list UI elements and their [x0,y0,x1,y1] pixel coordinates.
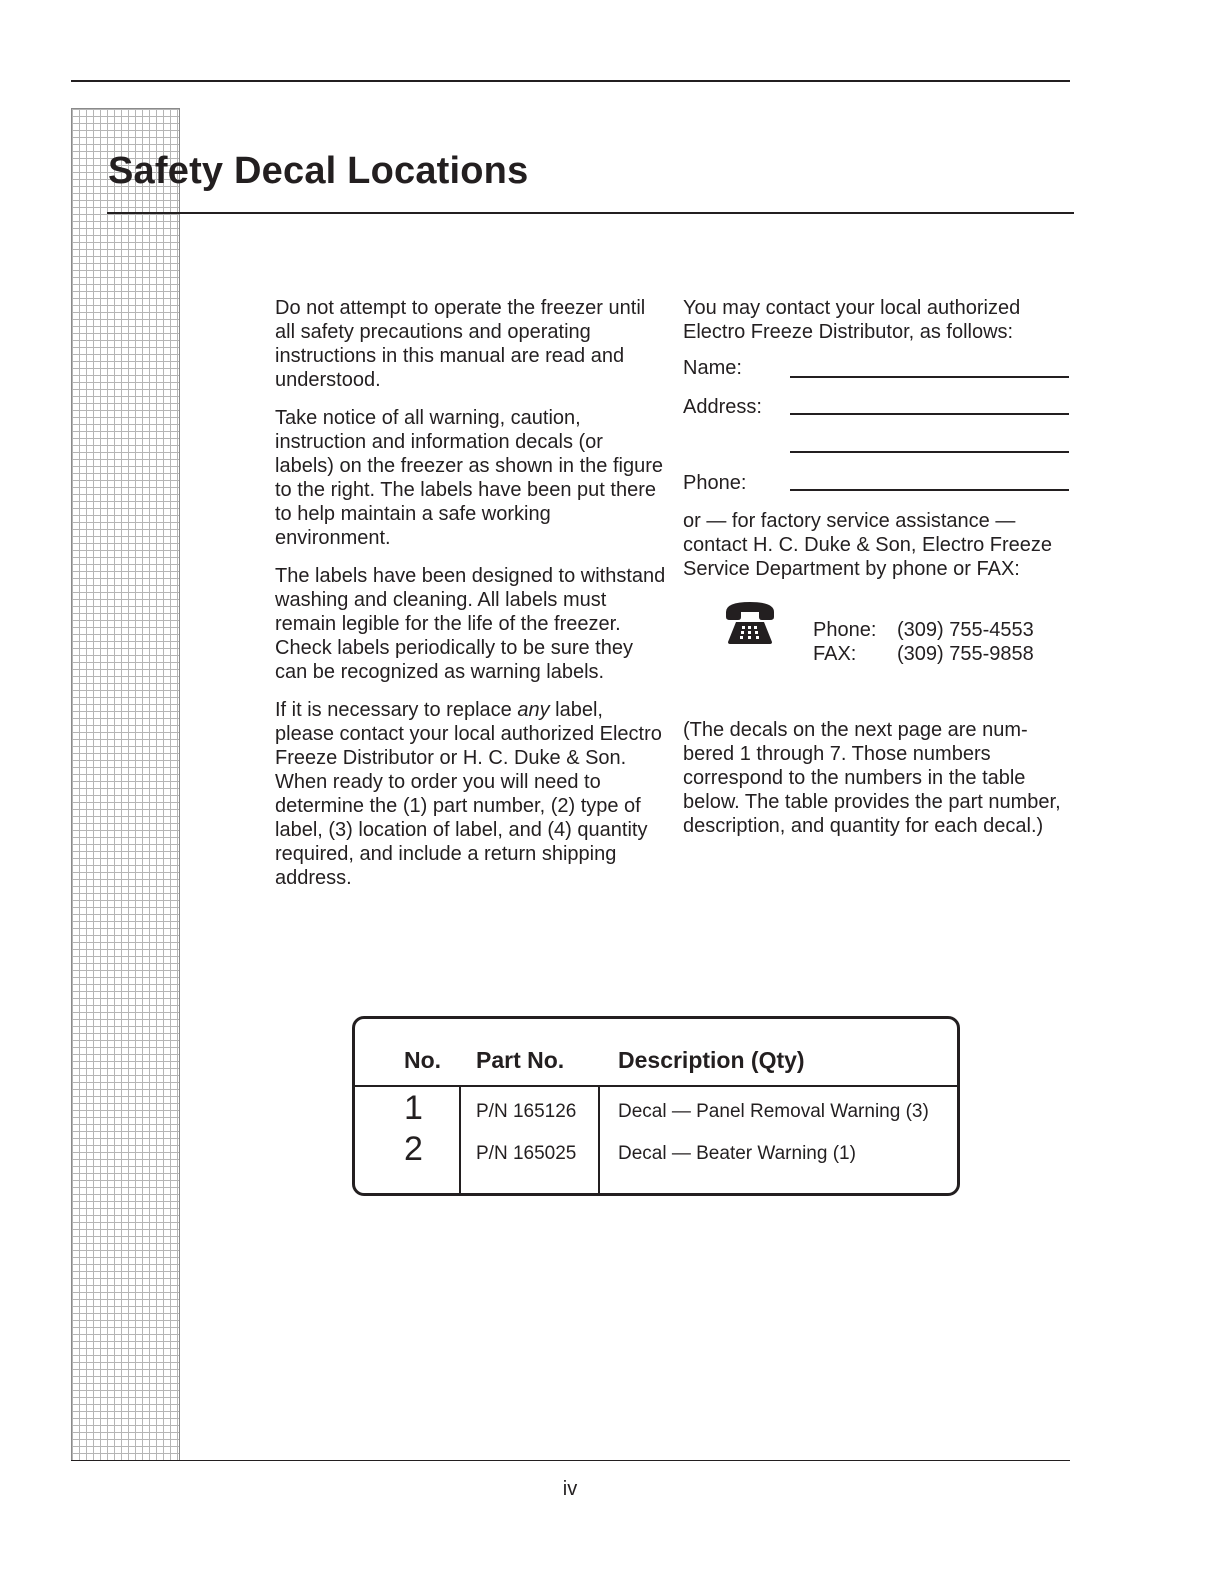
row-1-part-no: P/N 165126 [476,1101,577,1122]
header-description: Description (Qty) [618,1047,805,1073]
factory-phone-row [813,618,1034,642]
paragraph-operate: Do not attempt to operate the freezer until all safety precautions and operating instructions in this manual are read and understood. [275,297,646,391]
factory-contact-block [813,618,1034,666]
factory-phone-label: Phone: [813,619,877,641]
top-rule [71,80,1070,82]
row-1-description: Decal — Panel Removal Warning (3) [618,1101,929,1122]
phone-field [790,489,1069,491]
page-title: Safety Decal Locations [108,150,529,192]
grid-sidebar-strip [71,108,180,1461]
replace-text-before: If it is necessary to replace [275,699,518,721]
left-column [275,296,667,904]
row-1-no: 1 [404,1089,423,1127]
decal-note: (The decals on the next page are num-bered 1 through 7. Those numbers correspond to the numbers in the table below. The table provides the part number, description, and quantity for each decal.) [683,719,1061,837]
row-2-part-no: P/N 165025 [476,1143,577,1164]
name-label: Name: [683,357,742,379]
paragraph-designed: The labels have been designed to withstand washing and cleaning. All labels must remain legible for the life of the freezer. Check labels periodically to be sure they can be recognized as warning labels. [275,565,666,683]
name-field [790,376,1069,378]
row-2-description: Decal — Beater Warning (1) [618,1143,856,1164]
decal-table [352,1016,960,1196]
address-field-line-2 [790,451,1069,453]
factory-fax-value: (309) 755-9858 [897,643,1034,665]
replace-emphasis: any [517,699,550,721]
factory-service-text: or — for factory service assistance — contact H. C. Duke & Son, Electro Freeze Service Department by phone or FAX: [683,510,1053,580]
page-number: iv [562,1478,578,1500]
replace-text-after: label, please contact your local authorized Electro Freeze Distributor or H. C. Duke & Son. When ready to order you will need to determine the (1) part number, (2) type of label, (3) location of label, and (4) quantity required, and include a return shipping address. [275,699,662,889]
header-no: No. [404,1047,442,1073]
phone-label: Phone: [683,472,747,494]
address-label: Address: [683,396,762,418]
factory-fax-label: FAX: [813,643,857,665]
factory-fax-row [813,642,1034,666]
paragraph-replace [275,698,667,890]
address-field-line-1 [790,413,1069,415]
paragraph-contact-intro: You may contact your local authorized Electro Freeze Distributor, as follows: [683,297,1021,343]
row-2-no: 2 [404,1130,423,1168]
header-part-no: Part No. [476,1047,565,1073]
factory-phone-value: (309) 755-4553 [897,619,1034,641]
paragraph-notice: Take notice of all warning, caution, instruction and information decals (or labels) on the freezer as shown in the figure to the right. The labels have been put there to help maintain a safe working environment. [275,407,663,549]
table-header-rule [355,1085,957,1087]
telephone-icon [722,598,778,646]
title-rule [107,212,1074,214]
table-column-divider-1 [459,1085,461,1193]
bottom-rule [71,1460,1070,1461]
distributor-intro [683,296,1075,358]
table-column-divider-2 [598,1085,600,1193]
